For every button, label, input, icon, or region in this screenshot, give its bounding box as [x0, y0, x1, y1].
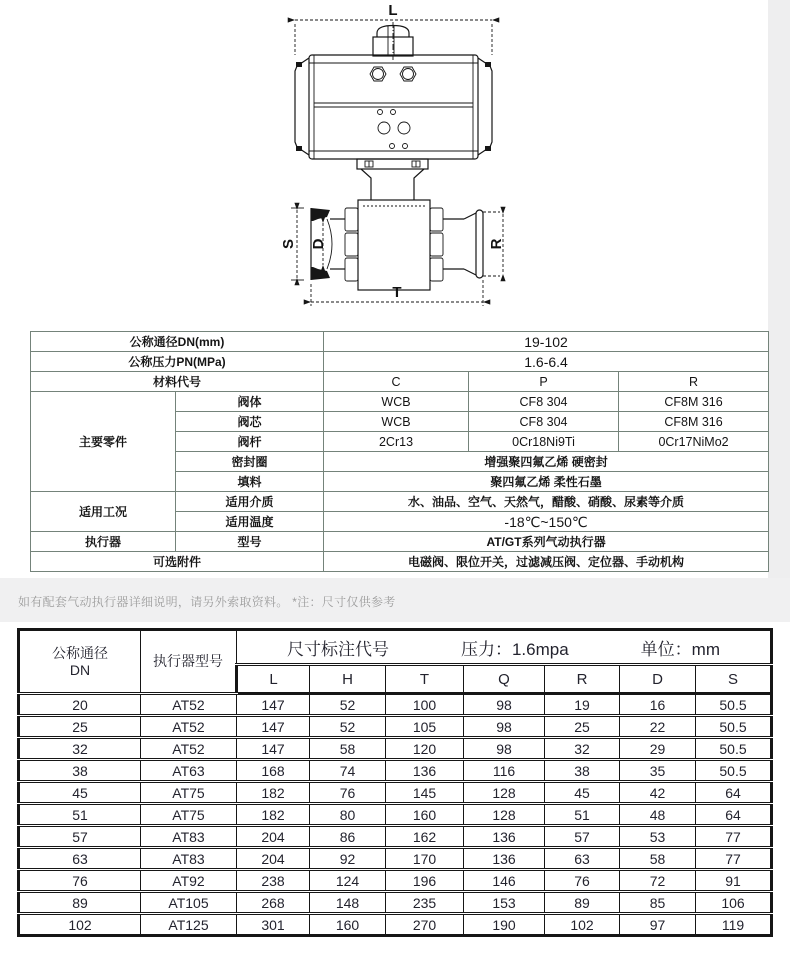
spec-pn-label: 公称压力PN(MPa) [31, 352, 324, 372]
dim-table-cell: 42 [620, 782, 696, 804]
spec-part-p: 0Cr18Ni9Ti [469, 432, 619, 452]
dim-table-cell: 98 [464, 738, 545, 760]
dim-table-cell: 235 [386, 892, 464, 914]
spec-part-c: 2Cr13 [324, 432, 469, 452]
dim-table-cell: 238 [237, 870, 310, 892]
dim-table-cell: 63 [545, 848, 620, 870]
spec-part-c: WCB [324, 392, 469, 412]
spec-temp-label: 适用温度 [176, 512, 324, 532]
spec-model-label: 型号 [176, 532, 324, 552]
spec-part-name: 阀体 [176, 392, 324, 412]
col-header-dn [19, 630, 141, 694]
spec-dn-label: 公称通径DN(mm) [31, 332, 324, 352]
spec-part-r: 0Cr17NiMo2 [619, 432, 769, 452]
dim-table-cell: 146 [464, 870, 545, 892]
col-header-L: L [237, 665, 310, 694]
spec-packing-value: 聚四氟乙烯 柔性石墨 [324, 472, 769, 492]
dim-table-cell: AT52 [141, 694, 237, 716]
dim-table-cell: 170 [386, 848, 464, 870]
spec-material-label: 材料代号 [31, 372, 324, 392]
dim-label-l: L [388, 2, 398, 19]
dim-table-cell: 98 [464, 694, 545, 716]
dim-table-row [19, 716, 772, 738]
dim-table-row [19, 848, 772, 870]
dim-table-cell: 35 [620, 760, 696, 782]
dim-table-cell: 160 [386, 804, 464, 826]
dim-table-cell: 136 [464, 826, 545, 848]
dim-table-cell: 22 [620, 716, 696, 738]
dim-table-cell: 182 [237, 782, 310, 804]
col-header-T: T [386, 665, 464, 694]
dim-table-cell: 53 [620, 826, 696, 848]
dim-table-cell: 89 [545, 892, 620, 914]
dim-table-cell: 48 [620, 804, 696, 826]
dim-table-row [19, 914, 772, 936]
dim-table-cell: 136 [464, 848, 545, 870]
spec-medium-value: 水、油品、空气、天然气，醋酸、硝酸、尿素等介质 [324, 492, 769, 512]
merged-header-cell [237, 630, 772, 665]
dim-table-cell: 182 [237, 804, 310, 826]
spec-part-r: CF8M 316 [619, 392, 769, 412]
dim-table-cell: 100 [386, 694, 464, 716]
dim-table-cell: 25 [19, 716, 141, 738]
spec-row-accessories [31, 552, 769, 572]
dim-table-cell: 168 [237, 760, 310, 782]
spec-row-body [31, 392, 769, 412]
spec-row-pn [31, 352, 769, 372]
dim-table-cell: 98 [464, 716, 545, 738]
dim-table-cell: AT52 [141, 716, 237, 738]
dim-table-cell: 77 [696, 826, 772, 848]
dim-table-row [19, 870, 772, 892]
col-header-D: D [620, 665, 696, 694]
dim-table-cell: 85 [620, 892, 696, 914]
spec-seal-label: 密封圈 [176, 452, 324, 472]
dim-table-cell: 268 [237, 892, 310, 914]
dim-label-s: S [280, 238, 297, 250]
note-strip [0, 578, 790, 622]
dim-table-cell: 76 [310, 782, 386, 804]
dim-table-cell: 136 [386, 760, 464, 782]
dim-table-cell: 51 [19, 804, 141, 826]
dim-table-cell: 190 [464, 914, 545, 936]
spec-main-parts-label: 主要零件 [31, 392, 176, 492]
dim-table-cell: AT83 [141, 848, 237, 870]
dim-table-cell: 119 [696, 914, 772, 936]
dim-table-cell: 45 [19, 782, 141, 804]
dim-table-cell: 63 [19, 848, 141, 870]
dim-table-cell: 204 [237, 848, 310, 870]
spec-row-actuator [31, 532, 769, 552]
dim-table-cell: AT125 [141, 914, 237, 936]
dim-table-cell: 160 [310, 914, 386, 936]
dim-table-cell: 32 [545, 738, 620, 760]
dim-table-row [19, 782, 772, 804]
dimension-table [17, 628, 773, 937]
dim-table-cell: 105 [386, 716, 464, 738]
dim-table-cell: 76 [545, 870, 620, 892]
dim-table-cell: 64 [696, 782, 772, 804]
dim-table-cell: 16 [620, 694, 696, 716]
dim-table-cell: AT83 [141, 826, 237, 848]
dim-table-row [19, 760, 772, 782]
spec-row-medium [31, 492, 769, 512]
dim-table-cell: 145 [386, 782, 464, 804]
spec-material-p: P [469, 372, 619, 392]
spec-accessories-value: 电磁阀、限位开关，过滤减压阀、定位器、手动机构 [324, 552, 769, 572]
dim-table-cell: 57 [545, 826, 620, 848]
spec-material-r: R [619, 372, 769, 392]
dim-table-cell: 57 [19, 826, 141, 848]
dim-table-cell: 97 [620, 914, 696, 936]
dim-table-cell: 124 [310, 870, 386, 892]
spec-material-c: C [324, 372, 469, 392]
dim-table-cell: 32 [19, 738, 141, 760]
col-header-S: S [696, 665, 772, 694]
dim-table-cell: 102 [19, 914, 141, 936]
dim-table-cell: AT105 [141, 892, 237, 914]
dim-header-row-1 [19, 630, 772, 665]
dim-table-head [19, 630, 772, 694]
spec-accessories-label: 可选附件 [31, 552, 324, 572]
dim-table-cell: 76 [19, 870, 141, 892]
dim-table-cell: 106 [696, 892, 772, 914]
spec-table [30, 331, 769, 572]
dim-table-cell: 147 [237, 738, 310, 760]
actuator [295, 26, 492, 201]
dim-table-cell: 25 [545, 716, 620, 738]
dim-table-row [19, 804, 772, 826]
dim-table-cell: 204 [237, 826, 310, 848]
dim-table-cell: 19 [545, 694, 620, 716]
technical-drawing [0, 0, 790, 330]
dim-table-cell: 38 [545, 760, 620, 782]
dim-table-cell: 86 [310, 826, 386, 848]
merged-header-dim-code: 尺寸标注代号 [286, 639, 389, 659]
dim-table-row [19, 694, 772, 716]
spec-part-c: WCB [324, 412, 469, 432]
spec-actuator-label: 执行器 [31, 532, 176, 552]
note-text: 如有配套气动执行器详细说明，请另外索取资料。 *注：尺寸仅供参考 [18, 595, 396, 609]
dim-table-cell: 301 [237, 914, 310, 936]
dim-table-cell: AT75 [141, 782, 237, 804]
spec-temp-value: -18℃~150℃ [324, 512, 769, 532]
dim-label-d: D [310, 238, 327, 250]
spec-part-name: 阀杆 [176, 432, 324, 452]
dim-table-cell: 45 [545, 782, 620, 804]
dim-table-cell: 147 [237, 694, 310, 716]
dim-table-cell: 162 [386, 826, 464, 848]
dim-table-row [19, 738, 772, 760]
dim-table-cell: 20 [19, 694, 141, 716]
col-header-R: R [545, 665, 620, 694]
dim-table-cell: 128 [464, 804, 545, 826]
dim-table-cell: 270 [386, 914, 464, 936]
dim-table-cell: 147 [237, 716, 310, 738]
dim-table-cell: 58 [310, 738, 386, 760]
spec-medium-label: 适用介质 [176, 492, 324, 512]
spec-packing-label: 填料 [176, 472, 324, 492]
spec-model-value: AT/GT系列气动执行器 [324, 532, 769, 552]
dim-table-cell: 153 [464, 892, 545, 914]
spec-part-p: CF8 304 [469, 412, 619, 432]
dim-table-cell: 120 [386, 738, 464, 760]
dim-table-cell: 74 [310, 760, 386, 782]
dim-table-cell: 89 [19, 892, 141, 914]
dim-table-cell: AT92 [141, 870, 237, 892]
spec-part-name: 阀芯 [176, 412, 324, 432]
dim-table-cell: 128 [464, 782, 545, 804]
dim-table-cell: 148 [310, 892, 386, 914]
spec-row-dn [31, 332, 769, 352]
dim-table-cell: AT52 [141, 738, 237, 760]
dim-table-body [19, 694, 772, 936]
dim-table-cell: 51 [545, 804, 620, 826]
dim-label-r: R [488, 238, 505, 250]
dim-table-cell: 92 [310, 848, 386, 870]
dim-table-cell: 29 [620, 738, 696, 760]
dim-table-cell: 52 [310, 694, 386, 716]
col-header-H: H [310, 665, 386, 694]
dim-table-cell: 50.5 [696, 694, 772, 716]
spec-seal-value: 增强聚四氟乙烯 硬密封 [324, 452, 769, 472]
dim-table-cell: 50.5 [696, 738, 772, 760]
dim-table-cell: 50.5 [696, 760, 772, 782]
dim-table-cell: 196 [386, 870, 464, 892]
col-header-dn-line1: 公称通径 [52, 644, 108, 661]
spec-part-p: CF8 304 [469, 392, 619, 412]
col-header-dn-line2: DN [69, 661, 91, 678]
col-header-Q: Q [464, 665, 545, 694]
dim-table-cell: 58 [620, 848, 696, 870]
dim-table-cell: AT75 [141, 804, 237, 826]
dim-label-t: T [392, 284, 402, 301]
dim-table-cell: 80 [310, 804, 386, 826]
dim-table-row [19, 826, 772, 848]
spec-dn-value: 19-102 [324, 332, 769, 352]
spec-condition-label: 适用工况 [31, 492, 176, 532]
spec-part-r: CF8M 316 [619, 412, 769, 432]
dim-table-cell: AT63 [141, 760, 237, 782]
col-header-actuator-model: 执行器型号 [141, 630, 237, 694]
spec-row-material [31, 372, 769, 392]
dim-table-cell: 64 [696, 804, 772, 826]
dim-table-cell: 38 [19, 760, 141, 782]
dim-table-cell: 116 [464, 760, 545, 782]
valve-body [311, 200, 500, 290]
dim-table-cell: 77 [696, 848, 772, 870]
merged-header-unit: 单位：mm [640, 639, 720, 659]
merged-header-pressure: 压力：1.6mpa [460, 639, 569, 659]
dim-table-cell: 102 [545, 914, 620, 936]
spec-pn-value: 1.6-6.4 [324, 352, 769, 372]
dim-table-cell: 72 [620, 870, 696, 892]
dim-table-row [19, 892, 772, 914]
dim-table-cell: 52 [310, 716, 386, 738]
dim-table-cell: 50.5 [696, 716, 772, 738]
dim-table-cell: 91 [696, 870, 772, 892]
